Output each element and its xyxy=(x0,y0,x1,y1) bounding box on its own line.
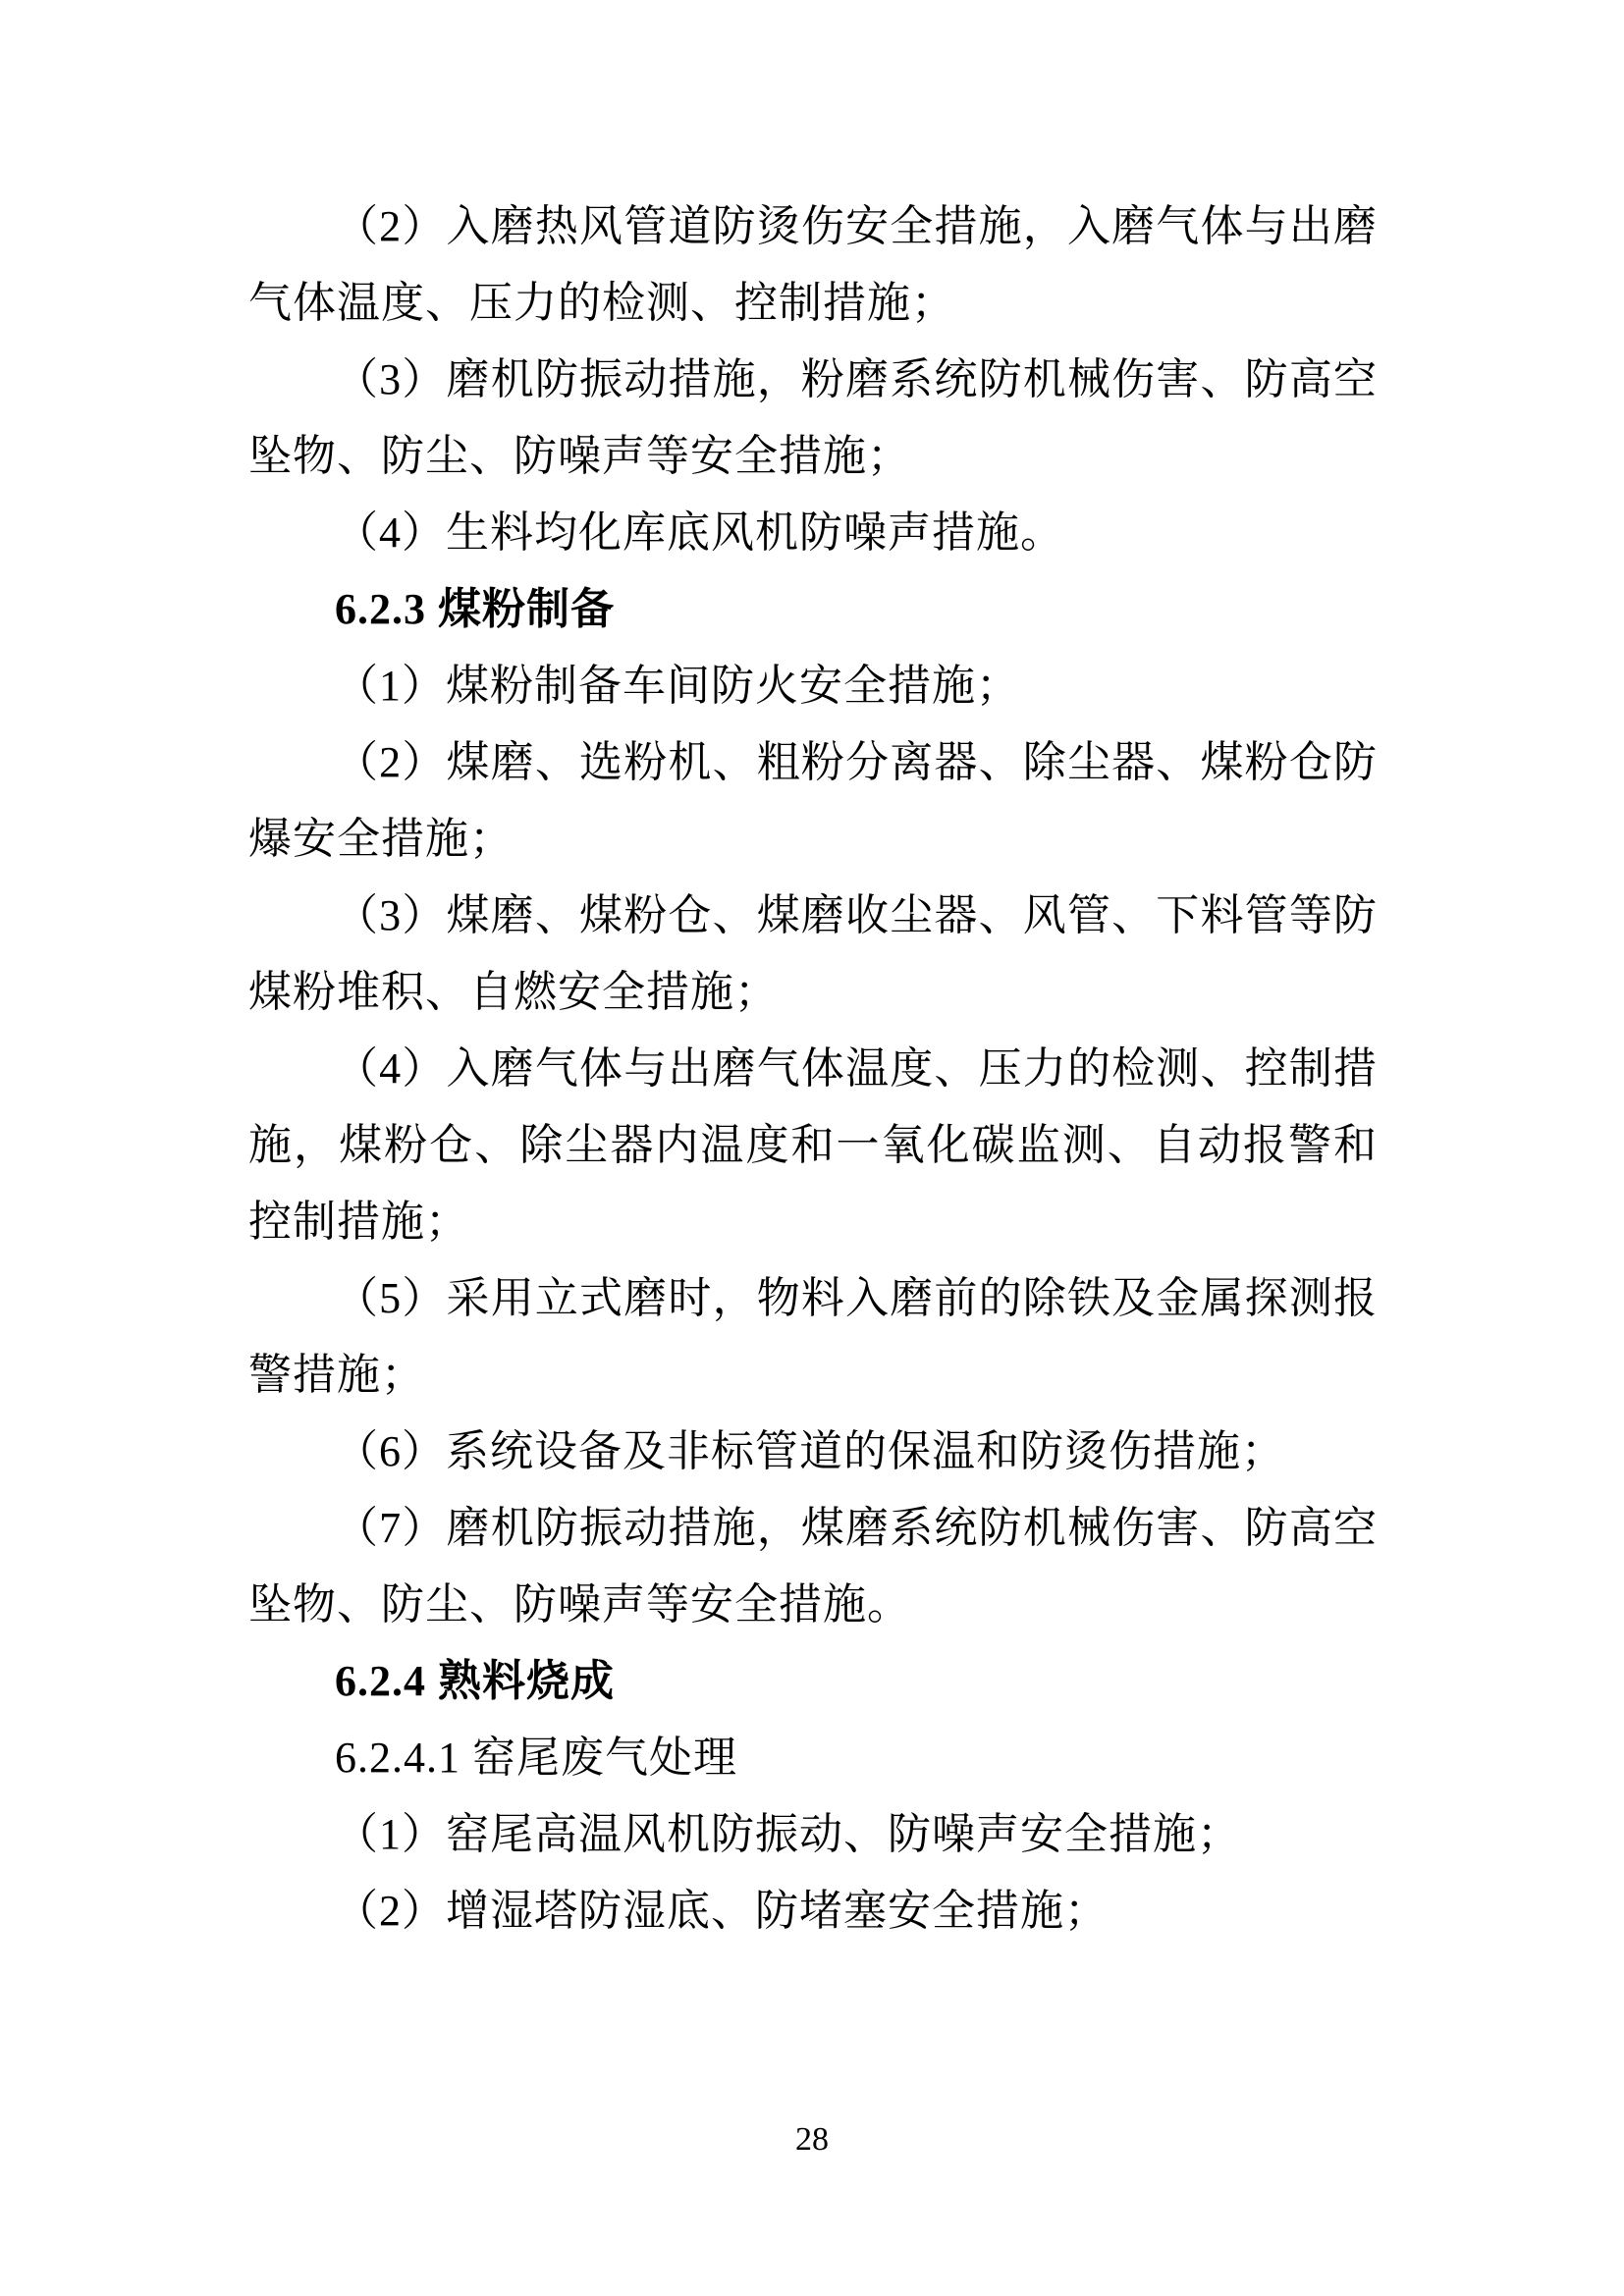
paragraph-coal-1: （1）煤粉制备车间防火安全措施； xyxy=(335,662,1020,710)
paragraph-coal-4: （4）入磨气体与出磨气体温度、压力的检测、控制措施，煤粉仓、除尘器内温度和一氧化碳监测、自动报警和控制措施； xyxy=(248,1044,1378,1246)
paragraph-coal-6: （6）系统设备及非标管道的保温和防烫伤措施； xyxy=(335,1427,1285,1475)
paragraph-item-4: （4）生料均化库底风机防噪声措施。 xyxy=(335,508,1064,557)
paragraph-coal-2: （2）煤磨、选粉机、粗粉分离器、除尘器、煤粉仓防爆安全措施； xyxy=(248,738,1378,863)
page-number: 28 xyxy=(795,2121,829,2158)
paragraph-kiln-2: （2）增湿塔防湿底、防堵塞安全措施； xyxy=(335,1887,1109,1935)
section-heading-6-2-3: 6.2.3 煤粉制备 xyxy=(335,585,615,633)
section-heading-6-2-4: 6.2.4 熟料烧成 xyxy=(335,1657,615,1705)
paragraph-coal-5: （5）采用立式磨时，物料入磨前的除铁及金属探测报警措施； xyxy=(248,1274,1378,1399)
subsection-heading-6-2-4-1: 6.2.4.1 窑尾废气处理 xyxy=(335,1734,737,1782)
paragraph-coal-3: （3）煤磨、煤粉仓、煤磨收尘器、风管、下料管等防煤粉堆积、自燃安全措施； xyxy=(248,891,1378,1016)
page-footer xyxy=(0,2118,1624,2162)
paragraph-item-2: （2）入磨热风管道防烫伤安全措施，入磨气体与出磨气体温度、压力的检测、控制措施； xyxy=(248,202,1378,327)
paragraph-item-3: （3）磨机防振动措施，粉磨系统防机械伤害、防高空坠物、防尘、防噪声等安全措施； xyxy=(248,355,1378,480)
document-body xyxy=(248,188,1378,1949)
paragraph-kiln-1: （1）窑尾高温风机防振动、防噪声安全措施； xyxy=(335,1810,1241,1858)
paragraph-coal-7: （7）磨机防振动措施，煤磨系统防机械伤害、防高空坠物、防尘、防噪声等安全措施。 xyxy=(248,1504,1378,1629)
